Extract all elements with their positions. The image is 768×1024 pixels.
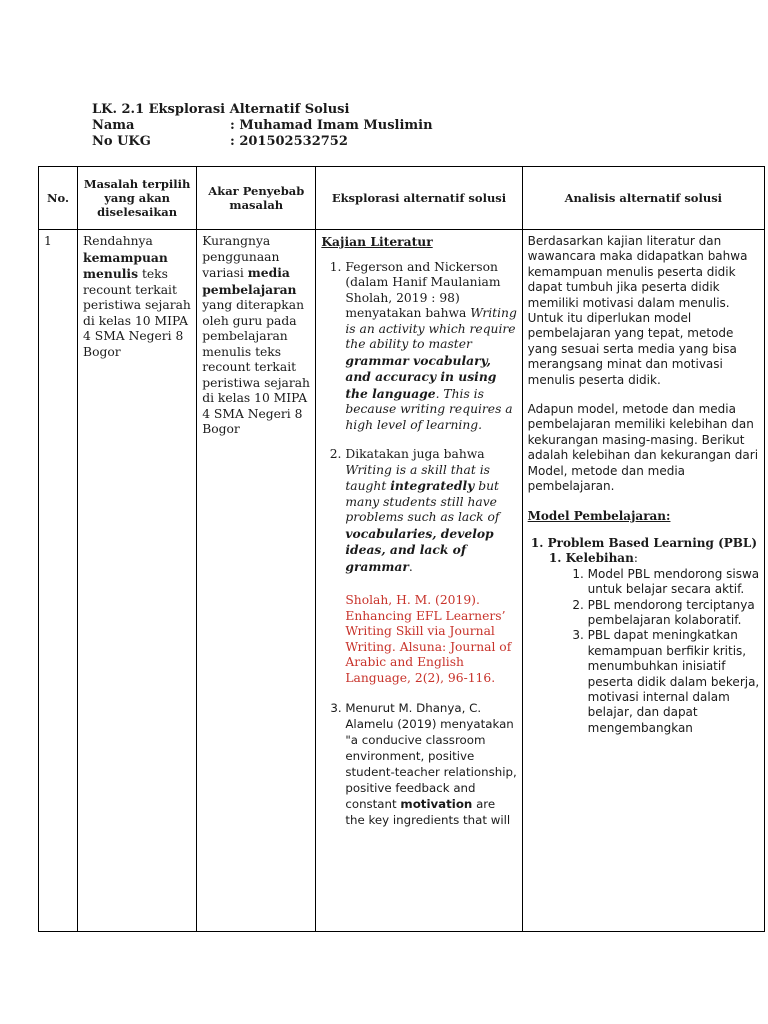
- list-item: [548, 536, 760, 736]
- cell-analisis: [522, 230, 764, 932]
- akar-text-a: Kurangnya penggunaan variasi: [202, 234, 280, 280]
- list-item: 1. Model PBL mendorong siswa untuk belajar secara aktif.: [588, 567, 760, 598]
- analysis-paragraph-2: Adapun model, metode dan media pembelajaran memiliki kelebihan dan kekurangan masing-masing. Berikut adalah kelebihan dan kekurangan dari Model, metode dan media pembelajaran.: [527, 402, 759, 494]
- name-label: Nama: [92, 118, 135, 133]
- masalah-text-bold: kemampuan menulis: [83, 249, 168, 281]
- ukg-row: [92, 134, 433, 150]
- lit1-text: Fegerson and Nickerson (dalam Hanif Maulaniam Sholah, 2019 : 98) menyatakan bahwa: [345, 259, 501, 320]
- document-header: [92, 102, 433, 150]
- row-number: 1: [44, 234, 52, 248]
- ukg-label: No UKG: [92, 134, 151, 149]
- cell-akar: [197, 230, 316, 932]
- name-row: [92, 118, 433, 134]
- akar-text-bold: media pembelajaran: [202, 265, 297, 297]
- analysis-paragraph-1: Berdasarkan kajian literatur dan wawancara maka didapatkan bahwa kemampuan menulis peserta didik dapat tumbuh jika peserta didik memiliki motivasi dalam menulis. Untuk itu diperlukan model pembelajaran yang tepat, metode yang sesuai serta media yang bisa merangsang minat dan motivasi menulis peserta didik.: [527, 234, 748, 387]
- lit2-italic: Writing is a skill that is taught: [345, 462, 490, 493]
- ukg-value: : 201502532752: [230, 134, 348, 149]
- lit1-bold-italic: grammar vocabulary, and accuracy in using the language: [345, 352, 497, 401]
- lit2-period: .: [408, 559, 413, 574]
- masalah-text-c: teks recount terkait peristiwa sejarah di kelas 10 MIPA 4 SMA Negeri 8 Bogor: [83, 267, 191, 359]
- list-item: [345, 260, 517, 434]
- lit3-bold: motivation: [400, 797, 473, 811]
- lit2-italic-mid: but many students still have problems such as lack of: [345, 479, 500, 524]
- lit1-italic-end: . This is because writing requires a high level of learning.: [345, 386, 513, 432]
- document-title: LK. 2.1 Eksplorasi Alternatif Solusi: [92, 102, 350, 117]
- lit2-bold-italic: integratedly: [390, 478, 475, 493]
- kajian-literatur-title: Kajian Literatur: [321, 234, 433, 249]
- lit2-bold-italic-end: vocabularies, develop ideas, and lack of grammar: [345, 525, 494, 574]
- lit1-italic: Writing is an activity which require the ability to master: [345, 306, 517, 351]
- reference-citation: Sholah, H. M. (2019). Enhancing EFL Learners’ Writing Skill via Journal Writing. Alsuna: Journal of Arabic and English Language, 2(2), 96-116.: [345, 593, 512, 685]
- model-list: [528, 536, 760, 736]
- literature-list: [321, 260, 517, 829]
- lit3-text: Menurut M. Dhanya, C. Alamelu (2019) menyatakan "a conducive classroom environment, positive student-teacher relationship, positive feedback and constant: [345, 701, 517, 811]
- exploration-table: [38, 166, 765, 932]
- model-pembelajaran-title: Model Pembelajaran:: [527, 508, 671, 523]
- name-value: : Muhamad Imam Muslimin: [230, 118, 433, 133]
- pbl-title: Problem Based Learning (PBL): [547, 535, 758, 550]
- cell-eksplorasi: [316, 230, 522, 932]
- masalah-text-a: Rendahnya: [83, 234, 153, 248]
- header-no: No.: [39, 167, 78, 230]
- pbl-sublist: [548, 551, 760, 736]
- kelebihan-label: Kelebihan: [565, 551, 634, 566]
- cell-no: [39, 230, 78, 932]
- akar-text-c: yang diterapkan oleh guru pada pembelajaran menulis teks recount terkait peristiwa sejarah di kelas 10 MIPA 4 SMA Negeri 8 Bogor: [202, 298, 310, 436]
- list-item: [345, 700, 517, 828]
- cell-masalah: [78, 230, 197, 932]
- kelebihan-list: [566, 567, 760, 736]
- table-row: [39, 230, 765, 932]
- list-item: 3. PBL dapat meningkatkan kemampuan berfikir kritis, menumbuhkan inisiatif peserta didik dalam bekerja, motivasi internal dalam belajar, dan dapat mengembangkan: [588, 628, 760, 736]
- list-item: [345, 447, 517, 686]
- list-item: 2. PBL mendorong terciptanya pembelajaran kolaboratif.: [588, 598, 760, 629]
- lit3-text-end: are the key ingredients that will: [345, 797, 511, 827]
- lit2-text: Dikatakan juga bahwa: [345, 447, 485, 461]
- kelebihan-colon: :: [633, 551, 638, 566]
- header-eksplorasi: Eksplorasi alternatif solusi: [316, 167, 522, 230]
- header-analisis: Analisis alternatif solusi: [522, 167, 764, 230]
- list-item: [566, 551, 760, 736]
- header-akar: Akar Penyebab masalah: [197, 167, 316, 230]
- table-header-row: [39, 167, 765, 230]
- header-masalah: Masalah terpilih yang akan diselesaikan: [78, 167, 197, 230]
